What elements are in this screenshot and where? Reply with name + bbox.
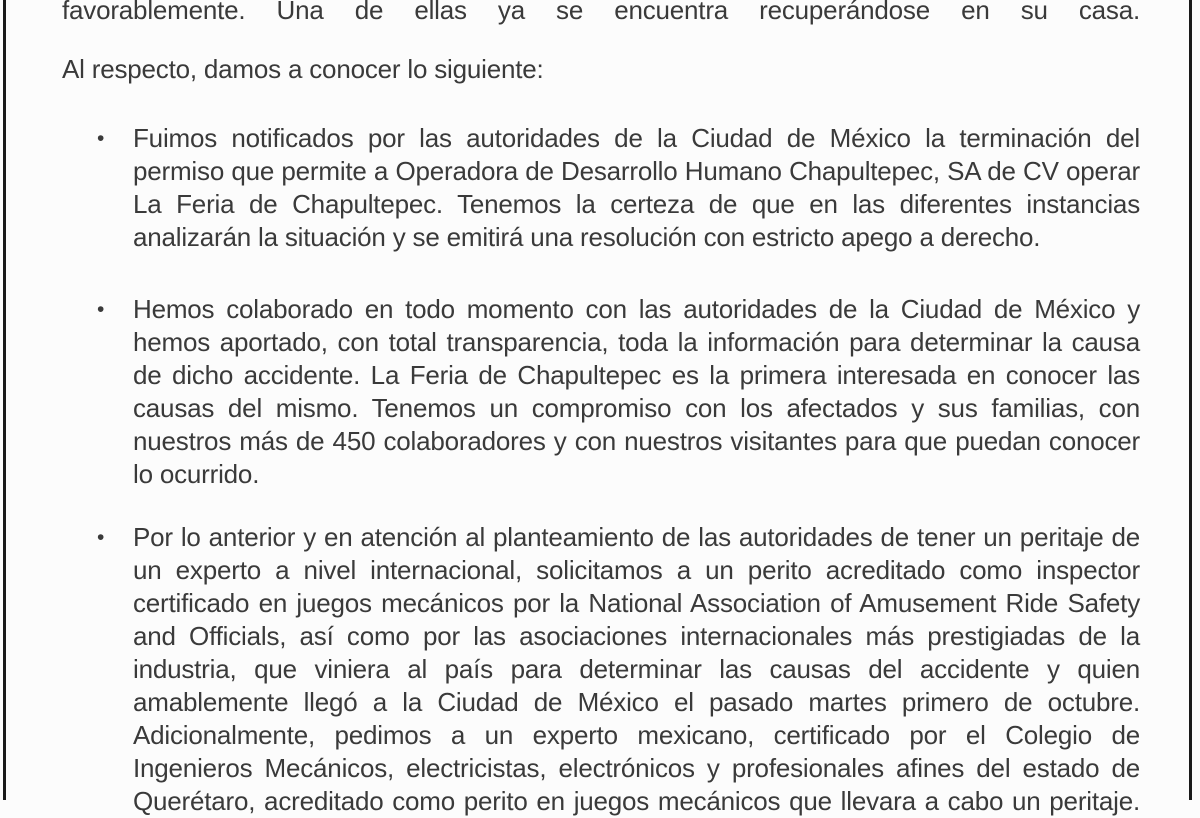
bullet-3-line-8: Ingenieros Mecánicos, electricistas, electrónicos y profesionales afines del estado de [133, 753, 1140, 783]
bullet-item-2 [97, 293, 1140, 491]
bullet-1-line-3: La Feria de Chapultepec. Tenemos la certeza de que en las diferentes instancias [133, 189, 1140, 219]
bullet-3-line-3: certificado en juegos mecánicos por la National Association of Amusement Ride Safety [133, 588, 1140, 618]
bullet-item-3 [97, 521, 1140, 818]
bullet-2-line-2: hemos aportado, con total transparencia, toda la información para determinar la causa [133, 327, 1140, 357]
paragraph-clipped-top: favorablemente. Una de ellas ya se encuentra recuperándose en su casa. [62, 0, 1140, 25]
bullet-3-line-2: un experto a nivel internacional, solicitamos a un perito acreditado como inspector [133, 555, 1140, 585]
bullet-dot-icon: • [97, 127, 105, 150]
bullet-list [62, 122, 1140, 818]
paragraph-lead: Al respecto, damos a conocer lo siguiente: [62, 54, 544, 84]
document-content [62, 0, 1140, 818]
page-right-border [1189, 0, 1192, 800]
bullet-dot-icon: • [97, 526, 105, 549]
bullet-3-line-6: amablemente llegó a la Ciudad de México el pasado martes primero de octubre. [133, 687, 1140, 717]
bullet-2-line-1: Hemos colaborado en todo momento con las autoridades de la Ciudad de México y [133, 294, 1140, 324]
bullet-1-line-1: Fuimos notificados por las autoridades de la Ciudad de México la terminación del [133, 123, 1140, 153]
page-left-border [3, 0, 6, 800]
bullet-1-line-4: analizarán la situación y se emitirá una resolución con estricto apego a derecho. [133, 222, 1041, 252]
bullet-3-line-4: and Officials, así como por las asociaciones internacionales más prestigiadas de la [133, 621, 1140, 651]
bullet-1-line-2: permiso que permite a Operadora de Desarrollo Humano Chapultepec, SA de CV operar [133, 156, 1140, 186]
bullet-2-line-5: nuestros más de 450 colaboradores y con nuestros visitantes para que puedan conocer [133, 426, 1140, 456]
bullet-3-line-1: Por lo anterior y en atención al planteamiento de las autoridades de tener un peritaje de [133, 522, 1140, 552]
bullet-2-line-3: de dicho accidente. La Feria de Chapultepec es la primera interesada en conocer las [133, 360, 1140, 390]
bullet-item-1 [97, 122, 1140, 254]
bullet-2-line-4: causas del mismo. Tenemos un compromiso con los afectados y sus familias, con [133, 393, 1140, 423]
bullet-dot-icon: • [97, 298, 105, 321]
bullet-3-line-9: Querétaro, acreditado como perito en juegos mecánicos que llevara a cabo un peritaje. [133, 786, 1140, 816]
bullet-3-line-5: industria, que viniera al país para determinar las causas del accidente y quien [133, 654, 1140, 684]
bullet-3-line-7: Adicionalmente, pedimos a un experto mexicano, certificado por el Colegio de [133, 720, 1140, 750]
bullet-2-line-6: lo ocurrido. [133, 459, 260, 489]
